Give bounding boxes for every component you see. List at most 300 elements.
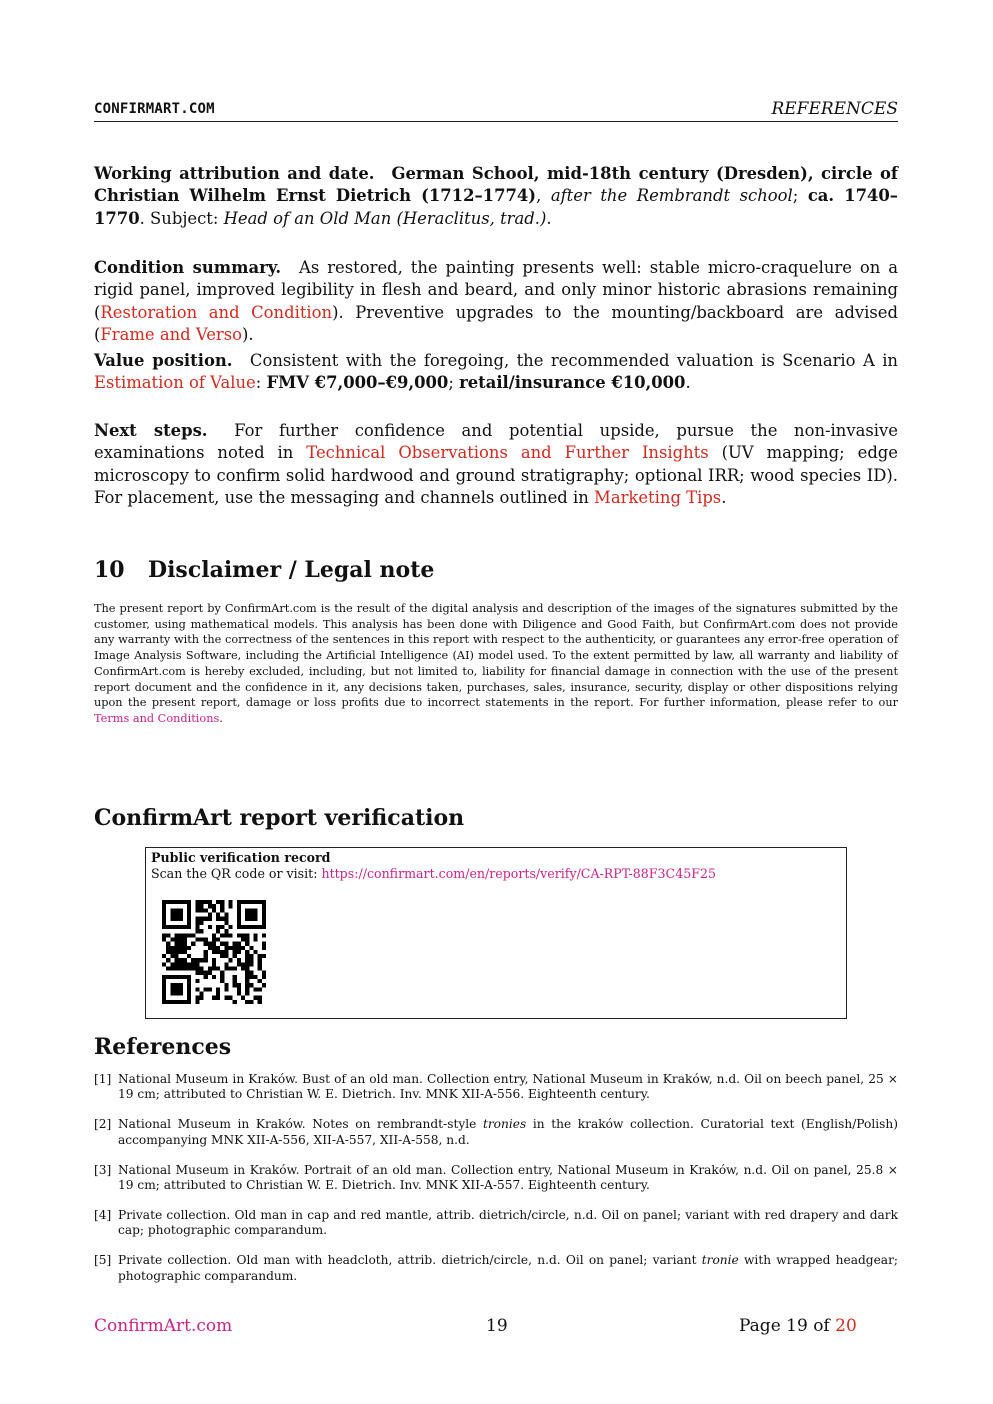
qr-module [229, 933, 233, 937]
next-steps-text: For further confidence and potential upside, pursue the non-invasive examinations noted in [94, 421, 898, 463]
qr-module [212, 908, 216, 912]
qr-module [237, 908, 241, 912]
qr-module [195, 971, 199, 975]
frame-verso-link[interactable]: Frame and Verso [100, 325, 243, 345]
qr-module [187, 996, 191, 1000]
qr-module [170, 962, 174, 966]
qr-module [174, 946, 178, 950]
technical-observations-link[interactable]: Technical Observations and Further Insights [306, 443, 709, 463]
qr-module [174, 962, 178, 966]
qr-module [204, 908, 208, 912]
verification-url-link[interactable]: https://confirmart.com/en/reports/verify/CA-RPT-88F3C45F25 [321, 866, 716, 881]
qr-module [249, 912, 253, 916]
qr-module [199, 958, 203, 962]
qr-module [174, 908, 178, 912]
qr-module [162, 975, 166, 979]
footer-site-link[interactable]: ConfirmArt.com [94, 1316, 233, 1336]
qr-module [258, 900, 262, 904]
qr-module [258, 996, 262, 1000]
qr-module [162, 1000, 166, 1004]
qr-module [204, 900, 208, 904]
running-header [94, 99, 898, 122]
qr-module [245, 900, 249, 904]
qr-module [245, 933, 249, 937]
qr-module [224, 912, 228, 916]
qr-module [179, 1000, 183, 1004]
qr-module [199, 908, 203, 912]
qr-module [199, 937, 203, 941]
qr-module [262, 971, 266, 975]
qr-module [208, 971, 212, 975]
qr-module [187, 954, 191, 958]
qr-module [170, 917, 174, 921]
scan-text: Scan the QR code or visit: [151, 866, 322, 881]
qr-module [195, 962, 199, 966]
qr-module [262, 908, 266, 912]
subject-label: . Subject: [139, 208, 224, 228]
qr-module [233, 1000, 237, 1004]
qr-module [224, 954, 228, 958]
qr-module [204, 950, 208, 954]
qr-module [162, 917, 166, 921]
reference-item [94, 1072, 898, 1103]
next-steps-text: (UV mapping; edge microscopy to confirm solid hardwood and ground stratigraphy; optional IRR; wood species ID). For placement, use the messaging and channels outlined in [94, 443, 899, 508]
qr-module [237, 904, 241, 908]
qr-module [245, 954, 249, 958]
qr-module [183, 946, 187, 950]
restoration-condition-link[interactable]: Restoration and Condition [100, 302, 333, 322]
qr-module [245, 992, 249, 996]
qr-module [220, 975, 224, 979]
qr-module [195, 904, 199, 908]
qr-module [233, 946, 237, 950]
reference-text: National Museum in Kraków. Portrait of an old man. Collection entry, National Museum in Kraków, n.d. Oil on panel, 25.8 × 19 cm; attributed to Christian W. E. Dietrich. Inv. MNK XII-A-557. Eighteenth century. [118, 1162, 898, 1193]
qr-module [187, 983, 191, 987]
reference-item [94, 1253, 898, 1284]
qr-module [179, 987, 183, 991]
qr-module [191, 962, 195, 966]
reference-text: Private collection. Old man in cap and red mantle, attrib. dietrich/circle, n.d. Oil on panel; variant with red drapery and dark cap; photographic comparandum. [118, 1207, 898, 1238]
qr-module [179, 912, 183, 916]
qr-module [224, 987, 228, 991]
qr-module [241, 962, 245, 966]
qr-module [262, 983, 266, 987]
qr-module [212, 950, 216, 954]
qr-module [220, 979, 224, 983]
next-steps-paragraph [94, 420, 898, 510]
qr-module [258, 958, 262, 962]
qr-module [241, 967, 245, 971]
qr-module [229, 958, 233, 962]
attribution-after: after the Rembrandt school [550, 186, 793, 206]
qr-module [191, 933, 195, 937]
qr-module [249, 1000, 253, 1004]
qr-module [162, 921, 166, 925]
qr-module [179, 942, 183, 946]
qr-module [199, 996, 203, 1000]
qr-module [224, 967, 228, 971]
qr-module [262, 954, 266, 958]
qr-module [166, 946, 170, 950]
verification-instructions [151, 866, 716, 881]
qr-module [249, 900, 253, 904]
qr-module [187, 908, 191, 912]
verification-box [145, 847, 847, 1019]
qr-module [249, 958, 253, 962]
qr-module [249, 975, 253, 979]
qr-module [237, 946, 241, 950]
qr-module [245, 987, 249, 991]
qr-module [166, 1000, 170, 1004]
qr-module [187, 992, 191, 996]
qr-module [220, 908, 224, 912]
qr-module [170, 954, 174, 958]
qr-module [249, 962, 253, 966]
qr-module [237, 933, 241, 937]
qr-module [170, 925, 174, 929]
reference-text: National Museum in Kraków. Notes on rembrandt-style [118, 1117, 483, 1132]
qr-module [216, 967, 220, 971]
qr-module [237, 912, 241, 916]
qr-module [195, 979, 199, 983]
qr-module [170, 983, 174, 987]
qr-module [179, 937, 183, 941]
qr-module [187, 925, 191, 929]
condition-text: As restored, the painting presents well: stable micro-craquelure on a rigid panel, improved legibility in flesh and beard, and only minor historic abrasions remaining ( [94, 258, 898, 322]
qr-module [179, 992, 183, 996]
qr-module [224, 921, 228, 925]
qr-module [183, 967, 187, 971]
qr-module [204, 937, 208, 941]
qr-module [237, 987, 241, 991]
qr-module [224, 962, 228, 966]
qr-module [262, 942, 266, 946]
qr-module [208, 900, 212, 904]
qr-module [241, 996, 245, 1000]
qr-module [245, 967, 249, 971]
qr-module [262, 912, 266, 916]
reference-text: Private collection. Old man with headcloth, attrib. dietrich/circle, n.d. Oil on panel; variant [118, 1253, 702, 1268]
qr-module [195, 937, 199, 941]
qr-module [195, 917, 199, 921]
qr-module [162, 996, 166, 1000]
qr-module [249, 971, 253, 975]
terms-conditions-link[interactable]: Terms and Conditions [94, 711, 220, 725]
qr-module [249, 917, 253, 921]
qr-module [233, 979, 237, 983]
qr-module [237, 958, 241, 962]
qr-module [174, 942, 178, 946]
qr-module [224, 983, 228, 987]
qr-module [174, 1000, 178, 1004]
qr-module [179, 975, 183, 979]
qr-module [262, 925, 266, 929]
qr-code[interactable] [162, 900, 266, 1004]
qr-module [162, 912, 166, 916]
attribution-school: German School, mid-18th century (Dresden), circle of Christian Wilhelm Ernst Dietrich (1712–1774) [94, 164, 898, 206]
attribution-subject: Head of an Old Man (Heraclitus, trad.) [223, 208, 547, 228]
reference-italic: tronies [482, 1117, 527, 1132]
qr-module [216, 996, 220, 1000]
qr-module [258, 987, 262, 991]
verification-record-title: Public verification record [151, 850, 331, 865]
qr-module [216, 950, 220, 954]
qr-module [220, 925, 224, 929]
qr-module [170, 987, 174, 991]
disclaimer-text: The present report by ConfirmArt.com is the result of the digital analysis and description of the images of the signatures submitted by the customer, using mathematical models. This analysis has been done with Diligence and Good Faith, but ConfirmArt.com does not provide any warranty with the correctness of the sentences in this report with respect to the authenticity, or guarantees any error-free operation of Image Analysis Software, including the Artificial Intelligence (AI) model used. To the extent permitted by law, all warranty and liability of ConfirmArt.com is hereby excluded, including, but not limited to, liability for financial damage in connection with the use of the present report document and the confidence in it, any decisions taken, purchases, sales, insurance, security, display or other dispositions relying upon the present report, damage or loss profits due to incorrect statements in the report. For further information, please refer to our [94, 602, 898, 710]
qr-module [220, 942, 224, 946]
qr-module [254, 996, 258, 1000]
qr-module [162, 900, 166, 904]
qr-module [199, 967, 203, 971]
qr-module [249, 954, 253, 958]
qr-module [233, 942, 237, 946]
qr-module [204, 971, 208, 975]
qr-module [183, 933, 187, 937]
qr-module [220, 904, 224, 908]
qr-module [224, 917, 228, 921]
qr-module [195, 921, 199, 925]
reference-label: [5] [94, 1253, 112, 1268]
qr-module [254, 925, 258, 929]
qr-module [174, 917, 178, 921]
qr-module [199, 917, 203, 921]
qr-module [254, 933, 258, 937]
qr-module [187, 912, 191, 916]
qr-module [258, 967, 262, 971]
qr-module [187, 1000, 191, 1004]
qr-module [179, 958, 183, 962]
qr-module [254, 975, 258, 979]
qr-module [262, 975, 266, 979]
qr-module [208, 967, 212, 971]
qr-module [179, 983, 183, 987]
qr-module [229, 925, 233, 929]
condition-text: ). Preventive upgrades to the mounting/backboard are advised ( [94, 302, 898, 345]
qr-module [212, 946, 216, 950]
qr-module [195, 967, 199, 971]
period: . [219, 711, 223, 725]
qr-module [162, 954, 166, 958]
qr-module [179, 917, 183, 921]
qr-module [208, 942, 212, 946]
qr-module [187, 933, 191, 937]
qr-module [220, 900, 224, 904]
qr-module [183, 950, 187, 954]
qr-module [220, 950, 224, 954]
qr-module [245, 958, 249, 962]
separator: , [536, 186, 551, 206]
qr-module [162, 962, 166, 966]
verification-heading: ConfirmArt report verification [94, 805, 465, 831]
qr-module [204, 975, 208, 979]
qr-module [199, 921, 203, 925]
estimation-value-link[interactable]: Estimation of Value [94, 373, 256, 393]
qr-module [170, 900, 174, 904]
qr-module [162, 979, 166, 983]
qr-module [183, 1000, 187, 1004]
qr-module [245, 937, 249, 941]
next-steps-lead: Next steps. [94, 421, 208, 440]
qr-module [241, 937, 245, 941]
qr-module [179, 900, 183, 904]
qr-module [195, 1000, 199, 1004]
qr-module [174, 983, 178, 987]
qr-module [183, 937, 187, 941]
qr-module [245, 983, 249, 987]
qr-module [162, 908, 166, 912]
reference-label: [1] [94, 1072, 112, 1086]
qr-module [254, 900, 258, 904]
qr-module [174, 992, 178, 996]
confirmart-logo: CONFIRMART.COM [94, 101, 215, 117]
qr-module [195, 908, 199, 912]
qr-module [170, 937, 174, 941]
qr-module [187, 946, 191, 950]
qr-module [258, 925, 262, 929]
qr-module [233, 983, 237, 987]
qr-module [254, 937, 258, 941]
qr-module [204, 942, 208, 946]
reference-text: in the kraków collection. Curatorial text (English/Polish) accompanying MNK XII-A-556, XII-A-557, XII-A-558, n.d. [118, 1117, 898, 1147]
qr-module [241, 925, 245, 929]
qr-module [216, 925, 220, 929]
qr-module [237, 900, 241, 904]
qr-module [174, 925, 178, 929]
qr-module [204, 958, 208, 962]
section-number: 10 [94, 557, 125, 583]
qr-module [183, 975, 187, 979]
qr-module [249, 983, 253, 987]
qr-module [237, 950, 241, 954]
qr-module [241, 900, 245, 904]
qr-module [258, 954, 262, 958]
qr-module [245, 1000, 249, 1004]
qr-module [170, 992, 174, 996]
qr-module [245, 971, 249, 975]
qr-module [233, 954, 237, 958]
disclaimer-heading [94, 557, 434, 583]
qr-module [187, 921, 191, 925]
qr-module [249, 908, 253, 912]
qr-module [166, 942, 170, 946]
references-heading: References [94, 1034, 232, 1060]
qr-module [258, 1000, 262, 1004]
qr-module [187, 900, 191, 904]
qr-module [183, 925, 187, 929]
qr-module [170, 912, 174, 916]
qr-module [179, 933, 183, 937]
value-text: ; [448, 373, 460, 393]
qr-module [195, 900, 199, 904]
qr-module [191, 967, 195, 971]
qr-module [220, 917, 224, 921]
header-section-title: REFERENCES [771, 99, 898, 119]
qr-module [237, 925, 241, 929]
last-page-link[interactable]: 20 [835, 1316, 857, 1336]
marketing-tips-link[interactable]: Marketing Tips [594, 488, 722, 508]
qr-module [237, 962, 241, 966]
qr-module [208, 917, 212, 921]
qr-module [229, 900, 233, 904]
qr-module [208, 987, 212, 991]
qr-module [224, 946, 228, 950]
qr-module [220, 954, 224, 958]
attribution-date: ca. 1740–1770 [94, 186, 898, 228]
next-steps-text: . [721, 488, 727, 508]
section-title: Disclaimer / Legal note [148, 557, 435, 583]
qr-module [245, 950, 249, 954]
qr-module [245, 979, 249, 983]
qr-module [204, 954, 208, 958]
qr-module [162, 983, 166, 987]
attribution-lead: Working attribution and date. [94, 164, 375, 183]
qr-module [237, 992, 241, 996]
qr-module [162, 937, 166, 941]
qr-module [195, 925, 199, 929]
qr-module [183, 962, 187, 966]
qr-module [195, 929, 199, 933]
qr-module [174, 987, 178, 991]
disclaimer-body [94, 601, 898, 727]
footer-page-number: 19 [486, 1316, 508, 1336]
qr-module [245, 962, 249, 966]
qr-module [212, 904, 216, 908]
reference-label: [4] [94, 1207, 112, 1222]
qr-module [191, 942, 195, 946]
qr-module [216, 917, 220, 921]
qr-module [262, 904, 266, 908]
qr-module [245, 912, 249, 916]
qr-module [208, 904, 212, 908]
reference-text: with wrapped headgear; photographic comparandum. [118, 1253, 898, 1283]
qr-module [229, 904, 233, 908]
qr-module [208, 946, 212, 950]
qr-module [224, 996, 228, 1000]
qr-module [162, 925, 166, 929]
qr-module [241, 933, 245, 937]
qr-module [170, 950, 174, 954]
qr-module [258, 979, 262, 983]
qr-module [212, 937, 216, 941]
qr-module [220, 971, 224, 975]
qr-module [212, 996, 216, 1000]
qr-module [179, 962, 183, 966]
qr-module [262, 933, 266, 937]
qr-module [254, 912, 258, 916]
reference-label: [3] [94, 1162, 112, 1177]
qr-module [187, 979, 191, 983]
value-lead: Value position. [94, 351, 233, 370]
condition-text: ). [242, 325, 254, 345]
qr-module [179, 925, 183, 929]
qr-module [229, 996, 233, 1000]
qr-module [170, 1000, 174, 1004]
qr-module [183, 900, 187, 904]
qr-module [166, 900, 170, 904]
qr-module [174, 950, 178, 954]
qr-module [208, 925, 212, 929]
separator: ; [792, 186, 808, 206]
qr-module [191, 958, 195, 962]
qr-module [179, 967, 183, 971]
qr-module [170, 946, 174, 950]
qr-module [237, 942, 241, 946]
qr-module [174, 967, 178, 971]
qr-module [237, 983, 241, 987]
reference-italic: tronie [701, 1253, 739, 1268]
qr-module [174, 937, 178, 941]
